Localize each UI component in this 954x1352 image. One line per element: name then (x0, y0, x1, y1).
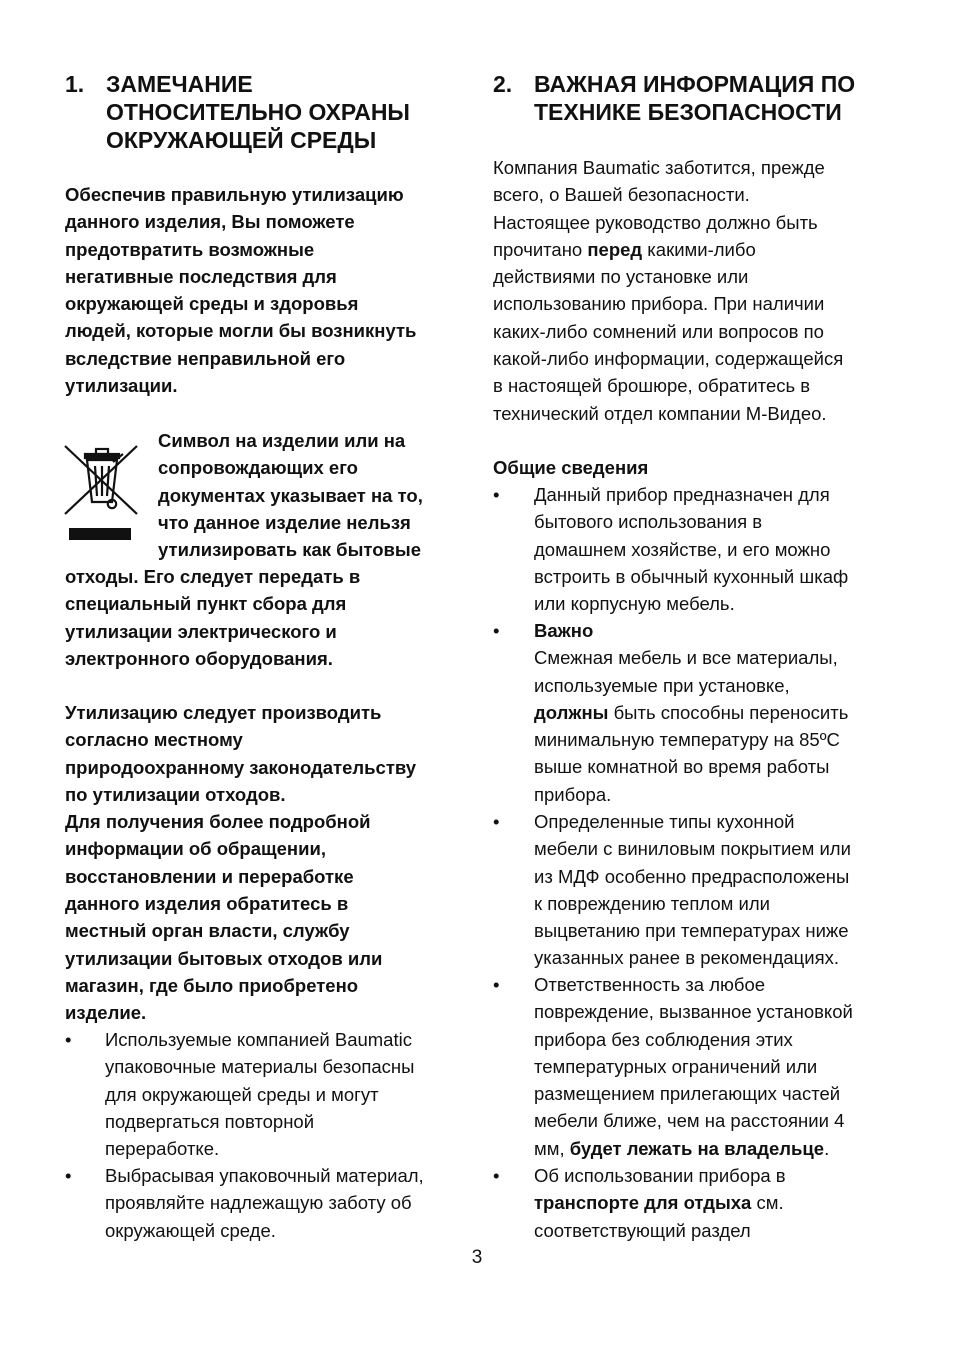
safety-intro-paragraph: Компания Baumatic заботится, прежде всего, о Вашей безопасности. Настоящее руководство должно быть прочитано перед какими-либо действиями по установке или использованию прибора. При наличии каких-либо сомнений или вопросов по какой-либо информации, содержащейся в настоящей брошюре, обратитесь в технический отдел компании М-Видео. (493, 157, 844, 424)
page-number: 3 (471, 1247, 483, 1268)
bullet: • (65, 1165, 72, 1186)
important-label: Важно (534, 620, 594, 641)
intro-paragraph: Обеспечив правильную утилизацию данного изделия, Вы поможете предотвратить возможные негативные последствия для окружающей среды и здоровья людей, которые могли бы возникнуть вследствие неправильной его утилизации. (65, 184, 417, 397)
list-item-text: Используемые компанией Baumatic упаковочные материалы безопасны для окружающей среды и могут подвергаться повторной переработке. (105, 1029, 415, 1160)
list-item-text: Важно Смежная мебель и все материалы, используемые при установке, должны быть способны переносить минимальную температуру на 85ºC выше комнатной во время работы прибора. (534, 617, 848, 808)
list-item-text: Об использовании прибора в транспорте для отдыха см. соответствующий раздел (534, 1165, 786, 1241)
list-item-text: Выбрасывая упаковочный материал, проявляйте надлежащую заботу об окружающей среде. (105, 1165, 424, 1241)
bullet: • (493, 620, 500, 641)
list-item-text: Данный прибор предназначен для бытового использования в домашнем хозяйстве, и его можно встроить в обычный кухонный шкаф или корпусную мебель. (534, 484, 849, 615)
symbol-paragraph: Символ на изделии или на сопровождающих его документах указывает на то, что данное изделие нельзя утилизировать как бытовые (158, 430, 423, 561)
section-title: ЗАМЕЧАНИЕ ОТНОСИТЕЛЬНО ОХРАНЫ ОКРУЖАЮЩЕЙ СРЕДЫ (106, 71, 410, 153)
disposal-paragraph: Утилизацию следует производить согласно местному природоохранному законодательству по утилизации отходов. Для получения более подробной информации об обращении, восстановлении и переработке данного изделия обратитесь в местный орган власти, службу утилизации бытовых отходов или магазин, где было приобретено изделие. (65, 702, 417, 1024)
bullet: • (493, 811, 500, 832)
section-1-heading (65, 70, 465, 160)
list-item-text: Определенные типы кухонной мебели с виниловым покрытием или из МДФ особенно предрасположены к повреждению теплом или выцветанию при температурах ниже указанных ранее в рекомендациях. (534, 811, 851, 969)
weee-crossed-bin-icon (63, 440, 139, 544)
bullet: • (493, 484, 500, 505)
section-number: 1. (65, 71, 85, 97)
bullet: • (493, 1165, 500, 1186)
bullet: • (65, 1029, 72, 1050)
section-title: ВАЖНАЯ ИНФОРМАЦИЯ ПО ТЕХНИКЕ БЕЗОПАСНОСТИ (534, 71, 856, 125)
bullet: • (493, 974, 500, 995)
list-item-text: Ответственность за любое повреждение, вызванное установкой прибора без соблюдения этих температурных ограничений или размещением прилегающих частей мебели ближе, чем на расстоянии 4 мм, будет лежать на владельце. (534, 974, 853, 1159)
symbol-paragraph-continued: отходы. Его следует передать в специальный пункт сбора для утилизации электрического и электронного оборудования. (65, 566, 361, 669)
section-number: 2. (493, 71, 513, 97)
general-info-heading: Общие сведения (493, 457, 649, 478)
section-2-heading (493, 70, 913, 130)
